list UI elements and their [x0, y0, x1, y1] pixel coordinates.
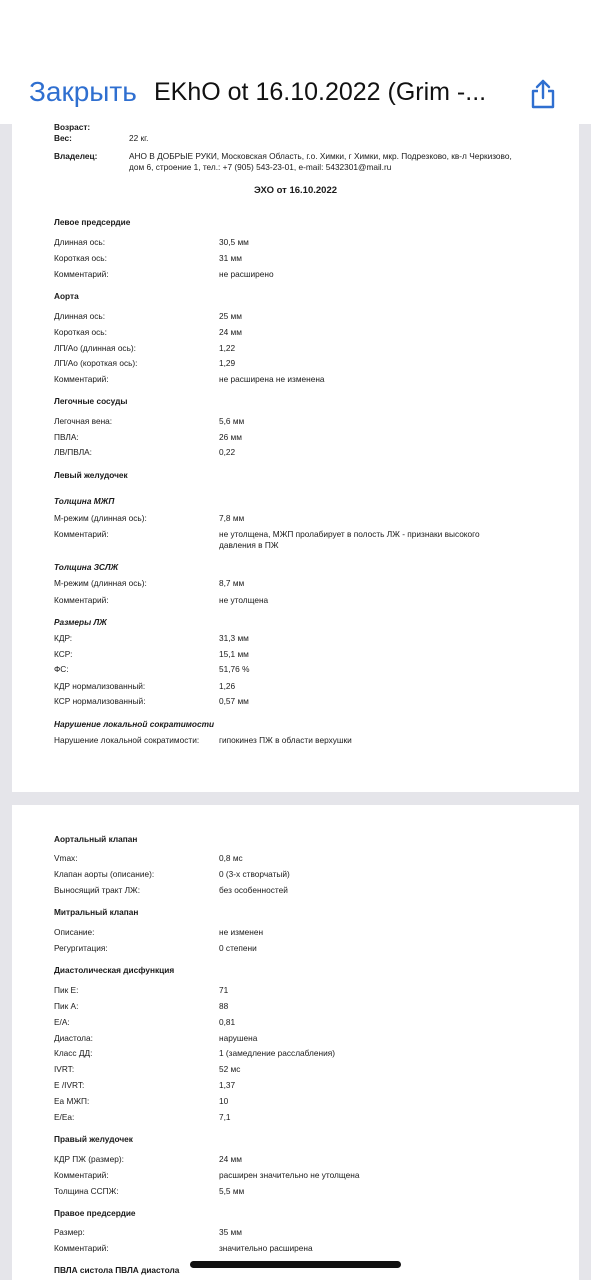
section-heading-pa: ПВЛА систола ПВЛА диастола — [54, 1265, 180, 1275]
row-value: 30,5 мм — [219, 237, 249, 247]
section-heading-local-contractility: Нарушение локальной сократимости — [54, 719, 215, 729]
row-label: КДР нормализованный: — [54, 681, 146, 691]
row-label: Короткая ось: — [54, 327, 107, 337]
row-value: 71 — [219, 985, 229, 995]
row-label: E /IVRT: — [54, 1080, 85, 1090]
row-label: E/A: — [54, 1017, 70, 1027]
row-value: 0 степени — [219, 943, 257, 953]
exam-title: ЭХО от 16.10.2022 — [253, 185, 338, 196]
row-label: ЛП/Ао (длинная ось): — [54, 343, 136, 353]
row-label: КДР: — [54, 633, 73, 643]
row-label: КСР: — [54, 649, 73, 659]
owner-value-line1: АНО В ДОБРЫЕ РУКИ, Московская Область, г.о. Химки, г Химки, мкр. Подрезково, кв-л Черкизово, — [129, 151, 512, 161]
document-page-2 — [12, 805, 579, 1280]
row-value: 15,1 мм — [219, 649, 249, 659]
row-label: Короткая ось: — [54, 253, 107, 263]
row-value: нарушена — [219, 1033, 258, 1043]
row-label: КДР ПЖ (размер): — [54, 1154, 124, 1164]
row-value: 35 мм — [219, 1227, 242, 1237]
row-label: М-режим (длинная ось): — [54, 578, 147, 588]
navigation-bar — [0, 0, 591, 124]
document-page-1 — [12, 124, 579, 792]
row-value: 31 мм — [219, 253, 242, 263]
row-label: Описание: — [54, 927, 95, 937]
section-heading-lvpw: Толщина ЗСЛЖ — [54, 562, 119, 572]
row-value: 0,8 мс — [219, 853, 243, 863]
row-value: 24 мм — [219, 327, 242, 337]
row-value: 1,37 — [219, 1080, 236, 1090]
row-label: IVRT: — [54, 1064, 75, 1074]
row-value: расширен значительно не утолщена — [219, 1170, 360, 1180]
row-value: 5,5 мм — [219, 1186, 245, 1196]
row-label: Размер: — [54, 1227, 85, 1237]
age-label: Возраст: — [54, 124, 91, 132]
row-value: значительно расширена — [219, 1243, 313, 1253]
section-heading-pulmonary: Легочные сосуды — [54, 396, 128, 406]
row-value: 1,29 — [219, 358, 236, 368]
row-label: Комментарий: — [54, 529, 109, 539]
row-label: Длинная ось: — [54, 311, 106, 321]
row-value: без особенностей — [219, 885, 288, 895]
row-value: не расширено — [219, 269, 274, 279]
row-value: 0 (3-х створчатый) — [219, 869, 290, 879]
row-label: Комментарий: — [54, 1170, 109, 1180]
row-value: 51,76 % — [219, 664, 250, 674]
row-label: Пик А: — [54, 1001, 79, 1011]
weight-label: Вес: — [54, 133, 72, 143]
row-label: ПВЛА: — [54, 432, 79, 442]
row-label: Толщина ССПЖ: — [54, 1186, 119, 1196]
section-heading-aorta: Аорта — [54, 291, 79, 301]
row-value-continued: давления в ПЖ — [219, 540, 279, 550]
row-label: Комментарий: — [54, 1243, 109, 1253]
row-label: М-режим (длинная ось): — [54, 513, 147, 523]
row-label: Клапан аорты (описание): — [54, 869, 155, 879]
row-value: 8,7 мм — [219, 578, 245, 588]
row-label: ЛВ/ПВЛА: — [54, 447, 92, 457]
row-value: 5,6 мм — [219, 416, 245, 426]
section-heading-mitral-valve: Митральный клапан — [54, 907, 139, 917]
section-heading-ivs: Толщина МЖП — [54, 496, 115, 506]
document-viewer[interactable] — [0, 124, 591, 1280]
share-icon[interactable] — [528, 78, 558, 110]
row-label: Пик Е: — [54, 985, 79, 995]
row-value: 7,1 — [219, 1112, 231, 1122]
row-label: Ea МЖП: — [54, 1096, 90, 1106]
row-label: Легочная вена: — [54, 416, 113, 426]
row-label: Комментарий: — [54, 374, 109, 384]
close-button[interactable]: Закрыть — [29, 76, 137, 107]
row-value: не расширена не изменена — [219, 374, 325, 384]
row-label: Комментарий: — [54, 269, 109, 279]
section-heading-left-ventricle: Левый желудочек — [54, 470, 128, 480]
row-value: 24 мм — [219, 1154, 242, 1164]
row-value: 1,22 — [219, 343, 236, 353]
row-label: Класс ДД: — [54, 1048, 93, 1058]
row-value: 31,3 мм — [219, 633, 249, 643]
row-value: 0,22 — [219, 447, 236, 457]
row-label: Выносящий тракт ЛЖ: — [54, 885, 141, 895]
section-heading-aortic-valve: Аортальный клапан — [54, 834, 138, 844]
row-value: 88 — [219, 1001, 229, 1011]
row-label: E/Ea: — [54, 1112, 75, 1122]
row-value: не утолщена — [219, 595, 269, 605]
row-label: Нарушение локальной сократимости: — [54, 735, 200, 745]
row-value: не утолщена, МЖП пролабирует в полость ЛЖ - признаки высокого — [219, 529, 480, 539]
owner-label: Владелец: — [54, 151, 98, 161]
row-value: 52 мс — [219, 1064, 241, 1074]
row-value: 0,57 мм — [219, 696, 249, 706]
row-value: 1 (замедление расслабления) — [219, 1048, 335, 1058]
row-value: гипокинез ПЖ в области верхушки — [219, 735, 352, 745]
section-heading-right-atrium: Правое предсердие — [54, 1208, 136, 1218]
section-heading-right-ventricle: Правый желудочек — [54, 1134, 133, 1144]
section-heading-lv-sizes: Размеры ЛЖ — [54, 617, 107, 627]
section-heading-diastolic: Диастолическая дисфункция — [54, 965, 175, 975]
row-value: 0,81 — [219, 1017, 236, 1027]
owner-value-line2: дом 6, строение 1, тел.: +7 (905) 543-23-01, e-mail: 5432301@mail.ru — [129, 162, 392, 172]
row-value: не изменен — [219, 927, 264, 937]
row-value: 1,26 — [219, 681, 236, 691]
row-value: 26 мм — [219, 432, 242, 442]
row-value: 25 мм — [219, 311, 242, 321]
row-value: 7,8 мм — [219, 513, 245, 523]
row-label: Регургитация: — [54, 943, 108, 953]
row-label: КСР нормализованный: — [54, 696, 146, 706]
row-value: 10 — [219, 1096, 229, 1106]
row-label: Длинная ось: — [54, 237, 106, 247]
row-label: Комментарий: — [54, 595, 109, 605]
row-label: ФС: — [54, 664, 69, 674]
row-label: Диастола: — [54, 1033, 93, 1043]
weight-value: 22 кг. — [129, 133, 149, 143]
home-indicator[interactable] — [190, 1261, 401, 1268]
row-label: Vmax: — [54, 853, 78, 863]
row-label: ЛП/Ао (короткая ось): — [54, 358, 138, 368]
document-title: EKhO ot 16.10.2022 (Grim -... — [154, 78, 487, 106]
section-heading-left-atrium: Левое предсердие — [54, 217, 131, 227]
